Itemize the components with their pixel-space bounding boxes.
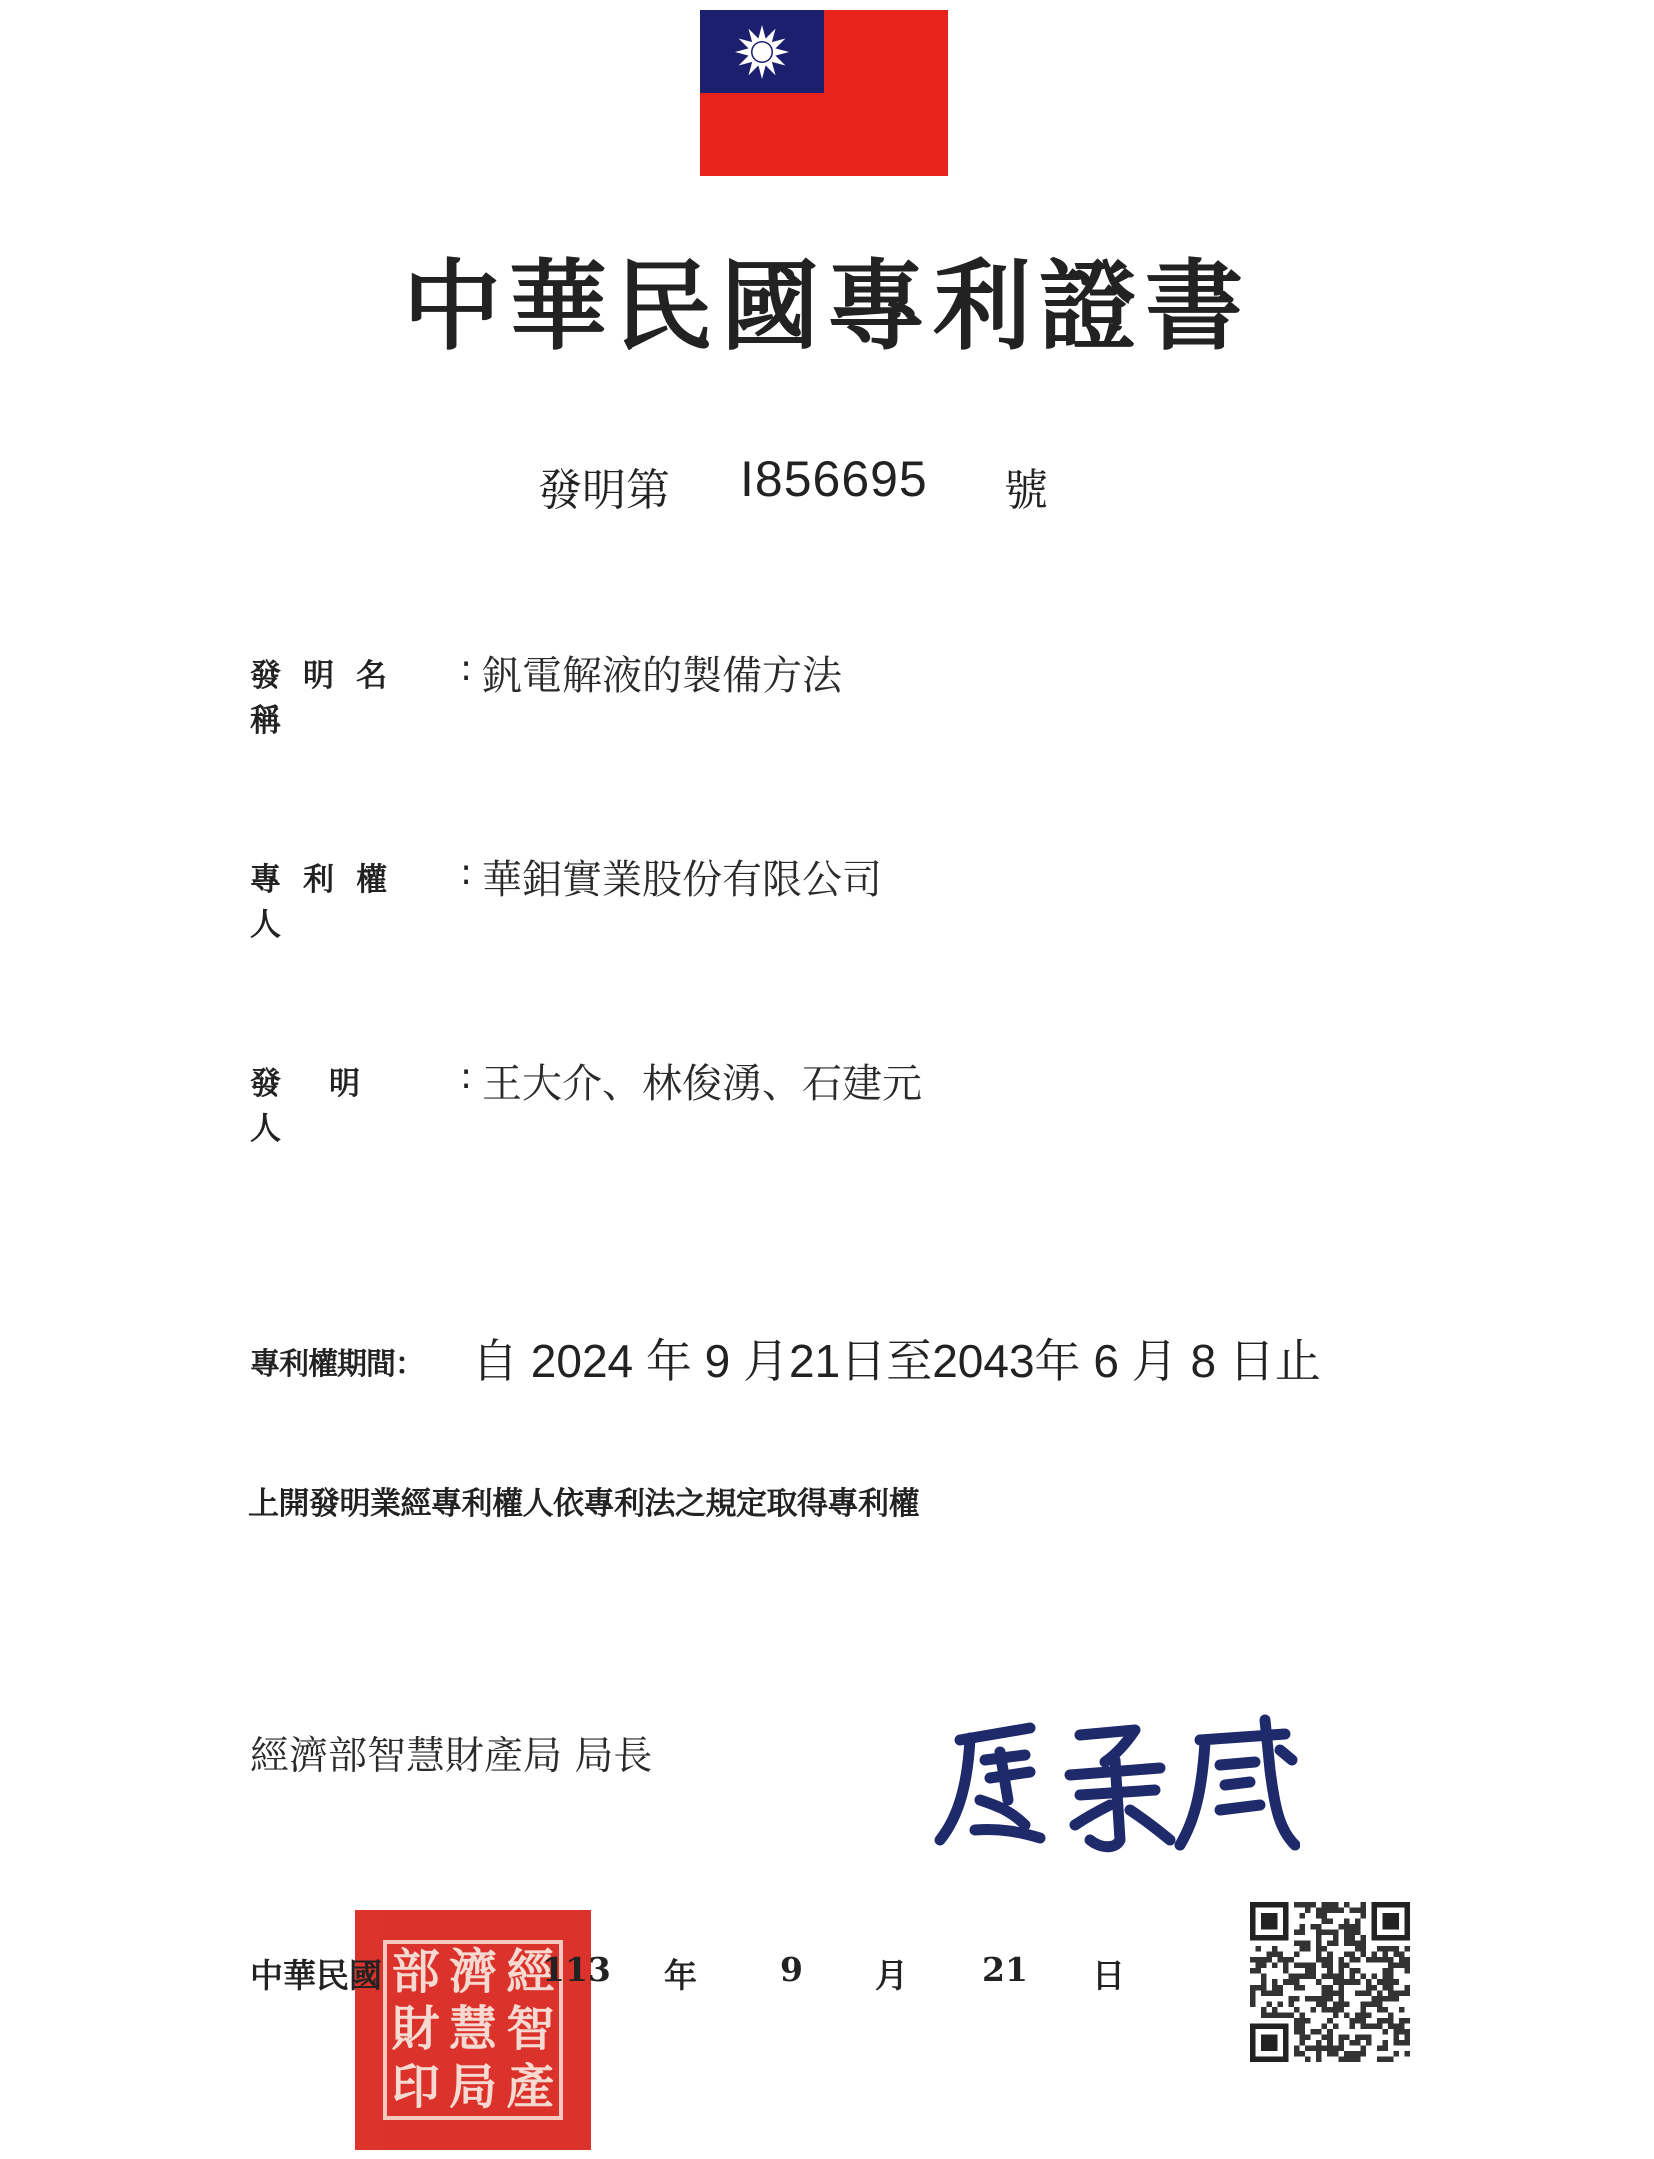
invention-name-label: 發明名稱 — [250, 658, 409, 739]
patent-number-prefix: 發明第 — [538, 465, 670, 516]
director-signature — [930, 1700, 1300, 1860]
date-year-unit: 年 — [664, 1956, 697, 1995]
date-day: 21 — [982, 1950, 1028, 1989]
patent-number-line — [0, 451, 1654, 516]
colon: : — [460, 1056, 473, 1097]
colon: : — [460, 648, 473, 689]
national-flag — [700, 10, 948, 176]
patent-term-row — [250, 1325, 1400, 1395]
patentee-label: 專利權人 — [250, 862, 409, 943]
certificate-title: 中華民國專利證書 — [402, 249, 1251, 364]
date-day-unit: 日 — [1092, 1956, 1125, 1995]
date-month-unit: 月 — [875, 1956, 908, 1995]
seal-characters: 部 濟 經 財 慧 智 印 局 產 — [391, 1944, 555, 2115]
patent-term-value: 自 2024 年 9 月21日至2043年 6 月 8 日止 — [472, 1335, 1321, 1387]
white-sun-icon — [722, 21, 802, 83]
date-month: 9 — [780, 1950, 803, 1989]
date-era: 中華民國 — [250, 1956, 382, 1995]
colon: : — [460, 852, 473, 893]
patent-number-suffix: 號 — [1004, 465, 1048, 516]
official-seal — [355, 1910, 591, 2150]
inventors-value: 王大介、林俊湧、石建元 — [482, 1061, 922, 1107]
invention-name-value: 釩電解液的製備方法 — [482, 653, 842, 699]
patent-number: I856695 — [740, 451, 928, 507]
qr-code — [1250, 1902, 1410, 2062]
inventor-label: 發明人 — [250, 1066, 408, 1147]
patent-term-label: 專利權期間： — [250, 1347, 424, 1382]
issue-date — [250, 1950, 1150, 2000]
grant-statement: 上開發明業經專利權人依專利法之規定取得專利權 — [248, 1486, 919, 1522]
patentee-value: 華鉬實業股份有限公司 — [482, 857, 882, 903]
date-year: 113 — [542, 1950, 611, 1989]
issuer-title: 經濟部智慧財產局 局長 — [250, 1734, 653, 1779]
